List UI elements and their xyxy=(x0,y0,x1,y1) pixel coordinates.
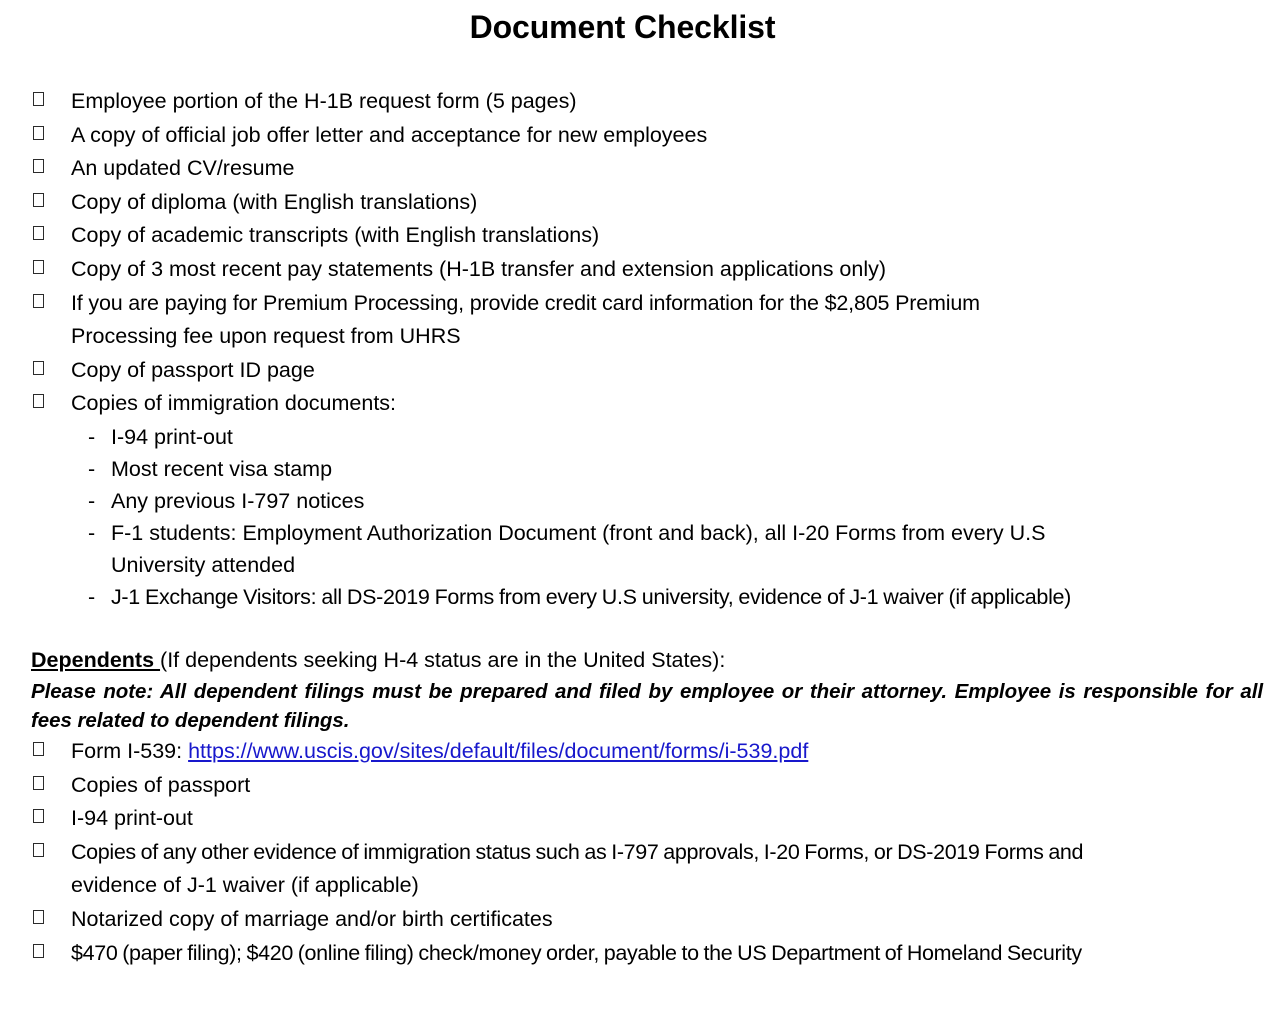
dash-bullet-icon: - xyxy=(88,520,96,545)
checkbox-icon[interactable] xyxy=(33,776,44,790)
checkbox-icon[interactable] xyxy=(33,226,44,240)
sub-list-item-label-line2: University attended xyxy=(111,552,296,577)
sub-list-item-label: F-1 students: Employment Authorization Document (front and back), all I-20 Forms from every U.S xyxy=(111,520,1046,545)
checkbox-icon[interactable] xyxy=(33,809,44,823)
checkbox-icon[interactable] xyxy=(33,294,44,308)
checklist-item-label xyxy=(71,735,1270,769)
checklist-item-label: If you are paying for Premium Processing, provide credit card information for the $2,805 Premium xyxy=(71,290,980,315)
checkbox-icon[interactable] xyxy=(33,394,44,408)
checklist-item-label-line2: evidence of J-1 waiver (if applicable) xyxy=(71,873,419,898)
checkbox-icon[interactable] xyxy=(33,159,44,173)
checklist-item-label: Copy of 3 most recent pay statements (H-1B transfer and extension applications only) xyxy=(71,256,887,281)
checklist-item-label: Notarized copy of marriage and/or birth certificates xyxy=(71,906,553,931)
sub-list-item-label: J-1 Exchange Visitors: all DS-2019 Forms from every U.S university, evidence of J-1 waiver (if applicable) xyxy=(111,584,1072,609)
checklist-item-label: A copy of official job offer letter and acceptance for new employees xyxy=(71,122,708,147)
dependents-checklist xyxy=(0,735,1280,970)
dependents-heading-rest: (If dependents seeking H-4 status are in the United States): xyxy=(160,648,726,672)
checklist-item[interactable] xyxy=(0,85,1280,119)
checkbox-icon[interactable] xyxy=(33,361,44,375)
dash-bullet-icon: - xyxy=(88,488,96,513)
checklist-item-label: Copies of passport xyxy=(71,772,251,797)
sub-list-item-f1-students xyxy=(0,517,1280,581)
checkbox-icon[interactable] xyxy=(33,910,44,924)
checklist-item-other-evidence[interactable] xyxy=(0,836,1280,903)
dependents-heading xyxy=(31,644,1261,677)
form-i539-link[interactable]: https://www.uscis.gov/sites/default/files/document/forms/i-539.pdf xyxy=(188,739,809,763)
checklist-item-premium-processing[interactable] xyxy=(0,287,1280,354)
checklist-item[interactable] xyxy=(0,354,1280,388)
checklist-item[interactable] xyxy=(0,903,1280,937)
sub-list-item-label: I-94 print-out xyxy=(111,424,233,449)
checkbox-icon[interactable] xyxy=(33,193,44,207)
checklist-item-label: An updated CV/resume xyxy=(71,156,295,181)
checklist-item-label: Copy of passport ID page xyxy=(71,357,315,382)
form-i539-prefix: Form I-539: xyxy=(71,739,189,763)
sub-list-item xyxy=(0,421,1280,453)
page-title: Document Checklist xyxy=(469,9,776,45)
checklist-item[interactable] xyxy=(0,186,1280,220)
checklist-item-label: $470 (paper filing); $420 (online filing) check/money order, payable to the US Department of Homeland Security xyxy=(71,940,1082,965)
checklist-item[interactable] xyxy=(0,119,1280,153)
dash-bullet-icon: - xyxy=(88,424,96,449)
main-checklist xyxy=(0,85,1280,613)
sub-list-item xyxy=(0,485,1280,517)
checklist-item[interactable] xyxy=(0,802,1280,836)
checklist-item-filing-fee[interactable] xyxy=(0,937,1280,971)
checklist-item-label: Employee portion of the H-1B request form (5 pages) xyxy=(71,89,577,113)
checklist-item-label-line2: Processing fee upon request from UHRS xyxy=(71,324,461,349)
checklist-item[interactable] xyxy=(0,253,1280,287)
checklist-item-label: Copy of diploma (with English translations) xyxy=(71,189,478,214)
checklist-item-form-i539[interactable] xyxy=(0,735,1280,769)
sub-list-item-label: Any previous I-797 notices xyxy=(111,488,365,513)
checklist-item-immigration-documents[interactable] xyxy=(0,387,1280,421)
sub-list-item-j1-visitors xyxy=(0,581,1280,613)
checklist-item-label: Copies of any other evidence of immigration status such as I-797 approvals, I-20 Forms, or DS-2019 Forms and xyxy=(71,839,1084,864)
checklist-item[interactable] xyxy=(0,769,1280,803)
checkbox-icon[interactable] xyxy=(33,92,44,106)
dash-bullet-icon: - xyxy=(88,584,96,609)
checkbox-icon[interactable] xyxy=(33,944,44,958)
checklist-item-label: Copies of immigration documents: xyxy=(71,391,397,416)
checkbox-icon[interactable] xyxy=(33,843,44,857)
dash-bullet-icon: - xyxy=(88,456,96,481)
dependents-heading-bold: Dependents xyxy=(31,648,161,672)
checklist-item-label: Copy of academic transcripts (with English translations) xyxy=(71,223,600,248)
checklist-item[interactable] xyxy=(0,219,1280,253)
dependents-note: Please note: All dependent filings must be prepared and filed by employee or their attorney. Employee is responsible for all fees related to dependent filings. xyxy=(31,680,1263,732)
checklist-item-label: I-94 print-out xyxy=(71,806,193,831)
checklist-item[interactable] xyxy=(0,152,1280,186)
sub-list-item-label: Most recent visa stamp xyxy=(111,456,333,481)
checkbox-icon[interactable] xyxy=(33,126,44,140)
sub-list-item xyxy=(0,453,1280,485)
checkbox-icon[interactable] xyxy=(33,260,44,274)
checkbox-icon[interactable] xyxy=(33,742,44,756)
